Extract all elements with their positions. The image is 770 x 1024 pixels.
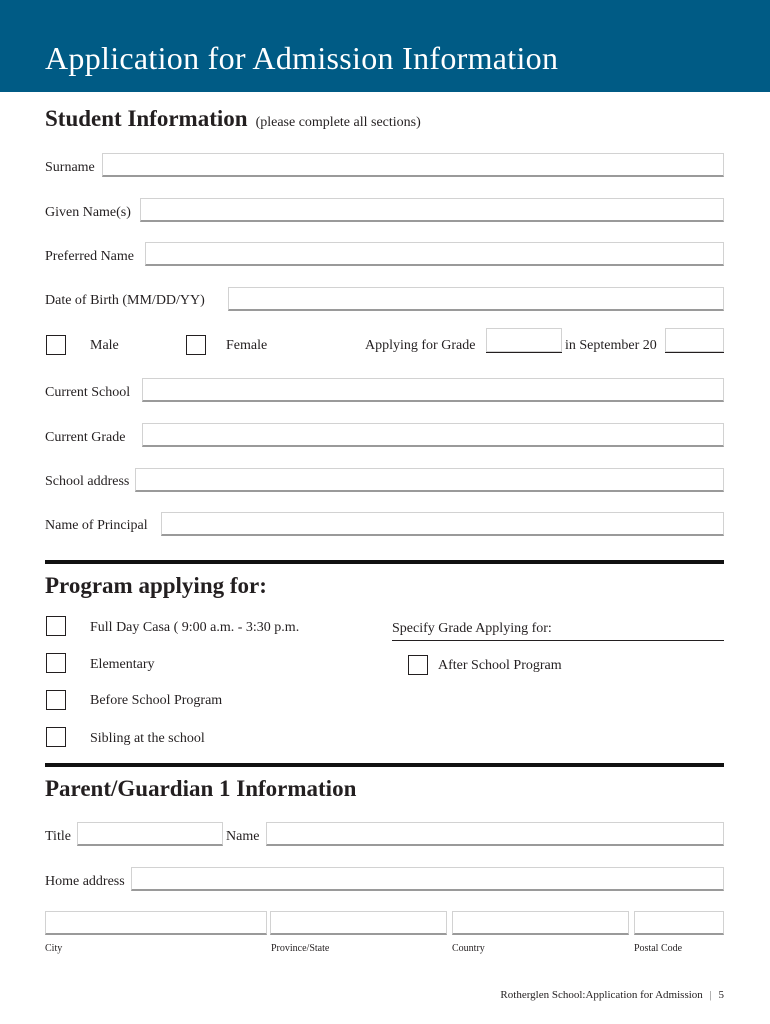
program-section-heading: Program applying for: xyxy=(45,573,267,598)
principal-field[interactable] xyxy=(161,512,724,536)
parent1-province-label: Province/State xyxy=(271,943,330,954)
program-checkbox-before-school[interactable] xyxy=(46,690,66,710)
preferred-name-input[interactable] xyxy=(146,243,723,264)
specify-grade-label: Specify Grade Applying for: xyxy=(392,621,552,636)
footer-separator: | xyxy=(709,989,712,1001)
specify-grade-field[interactable] xyxy=(560,614,724,638)
section-divider-parent1 xyxy=(45,763,724,767)
dob-input[interactable] xyxy=(229,288,723,309)
program-option-sibling: Sibling at the school xyxy=(90,731,205,746)
school-address-field[interactable] xyxy=(135,468,724,492)
male-checkbox[interactable] xyxy=(46,335,66,355)
parent1-home-address-label: Home address xyxy=(45,874,125,889)
parent1-title-input[interactable] xyxy=(78,823,222,844)
parent1-country-field[interactable] xyxy=(452,911,629,935)
principal-input[interactable] xyxy=(162,513,723,534)
parent1-postal-input[interactable] xyxy=(635,912,723,933)
student-section-heading-row xyxy=(45,106,421,132)
current-grade-field[interactable] xyxy=(142,423,724,447)
september-label: in September 20 xyxy=(565,338,657,353)
after-school-checkbox[interactable] xyxy=(408,655,428,675)
parent1-title-label: Title xyxy=(45,829,71,844)
parent1-city-input[interactable] xyxy=(46,912,266,933)
parent1-title-field[interactable] xyxy=(77,822,223,846)
footer-page-number: 5 xyxy=(718,989,724,1001)
after-school-label: After School Program xyxy=(438,658,562,673)
current-grade-label: Current Grade xyxy=(45,430,126,445)
dob-label: Date of Birth (MM/DD/YY) xyxy=(45,293,205,308)
section-divider-program xyxy=(45,560,724,564)
male-label: Male xyxy=(90,338,119,353)
applying-grade-underline xyxy=(486,352,562,353)
current-school-input[interactable] xyxy=(143,379,723,400)
page-title: Application for Admission Information xyxy=(45,40,559,76)
student-section-note: (please complete all sections) xyxy=(255,115,421,130)
given-name-input[interactable] xyxy=(141,199,723,220)
specify-grade-input[interactable] xyxy=(560,614,724,638)
principal-label: Name of Principal xyxy=(45,518,148,533)
program-checkbox-elementary[interactable] xyxy=(46,653,66,673)
footer xyxy=(500,989,724,1001)
given-name-field[interactable] xyxy=(140,198,724,222)
parent1-country-input[interactable] xyxy=(453,912,628,933)
parent1-name-label: Name xyxy=(226,829,260,844)
parent1-name-field[interactable] xyxy=(266,822,724,846)
applying-grade-label: Applying for Grade xyxy=(365,338,476,353)
program-option-full-day-casa: Full Day Casa ( 9:00 a.m. - 3:30 p.m. xyxy=(90,620,300,635)
surname-label: Surname xyxy=(45,160,95,175)
school-address-label: School address xyxy=(45,474,130,489)
specify-grade-underline xyxy=(392,640,724,641)
dob-field[interactable] xyxy=(228,287,724,311)
surname-input[interactable] xyxy=(103,154,723,175)
parent1-postal-field[interactable] xyxy=(634,911,724,935)
surname-field[interactable] xyxy=(102,153,724,177)
parent1-home-address-field[interactable] xyxy=(131,867,724,891)
student-section-heading: Student Information xyxy=(45,106,248,131)
current-school-field[interactable] xyxy=(142,378,724,402)
parent1-name-input[interactable] xyxy=(267,823,723,844)
parent1-province-input[interactable] xyxy=(271,912,446,933)
parent1-city-field[interactable] xyxy=(45,911,267,935)
current-school-label: Current School xyxy=(45,385,131,400)
parent1-postal-label: Postal Code xyxy=(634,943,683,954)
current-grade-input[interactable] xyxy=(143,424,723,445)
september-year-field[interactable] xyxy=(665,328,724,352)
footer-text: Rotherglen School:Application for Admission xyxy=(500,989,703,1001)
program-option-elementary: Elementary xyxy=(90,657,155,672)
parent1-province-field[interactable] xyxy=(270,911,447,935)
given-name-label: Given Name(s) xyxy=(45,205,131,220)
applying-grade-field[interactable] xyxy=(486,328,562,352)
program-checkbox-full-day-casa[interactable] xyxy=(46,616,66,636)
parent1-section-heading: Parent/Guardian 1 Information xyxy=(45,776,357,801)
header-banner xyxy=(0,0,770,92)
preferred-name-field[interactable] xyxy=(145,242,724,266)
program-option-before-school: Before School Program xyxy=(90,693,223,708)
parent1-country-label: Country xyxy=(452,943,485,954)
program-checkbox-sibling[interactable] xyxy=(46,727,66,747)
parent1-city-label: City xyxy=(45,943,63,954)
preferred-name-label: Preferred Name xyxy=(45,249,135,264)
school-address-input[interactable] xyxy=(136,469,723,490)
september-year-underline xyxy=(665,352,724,353)
female-label: Female xyxy=(226,338,268,353)
parent1-home-address-input[interactable] xyxy=(132,868,723,889)
female-checkbox[interactable] xyxy=(186,335,206,355)
